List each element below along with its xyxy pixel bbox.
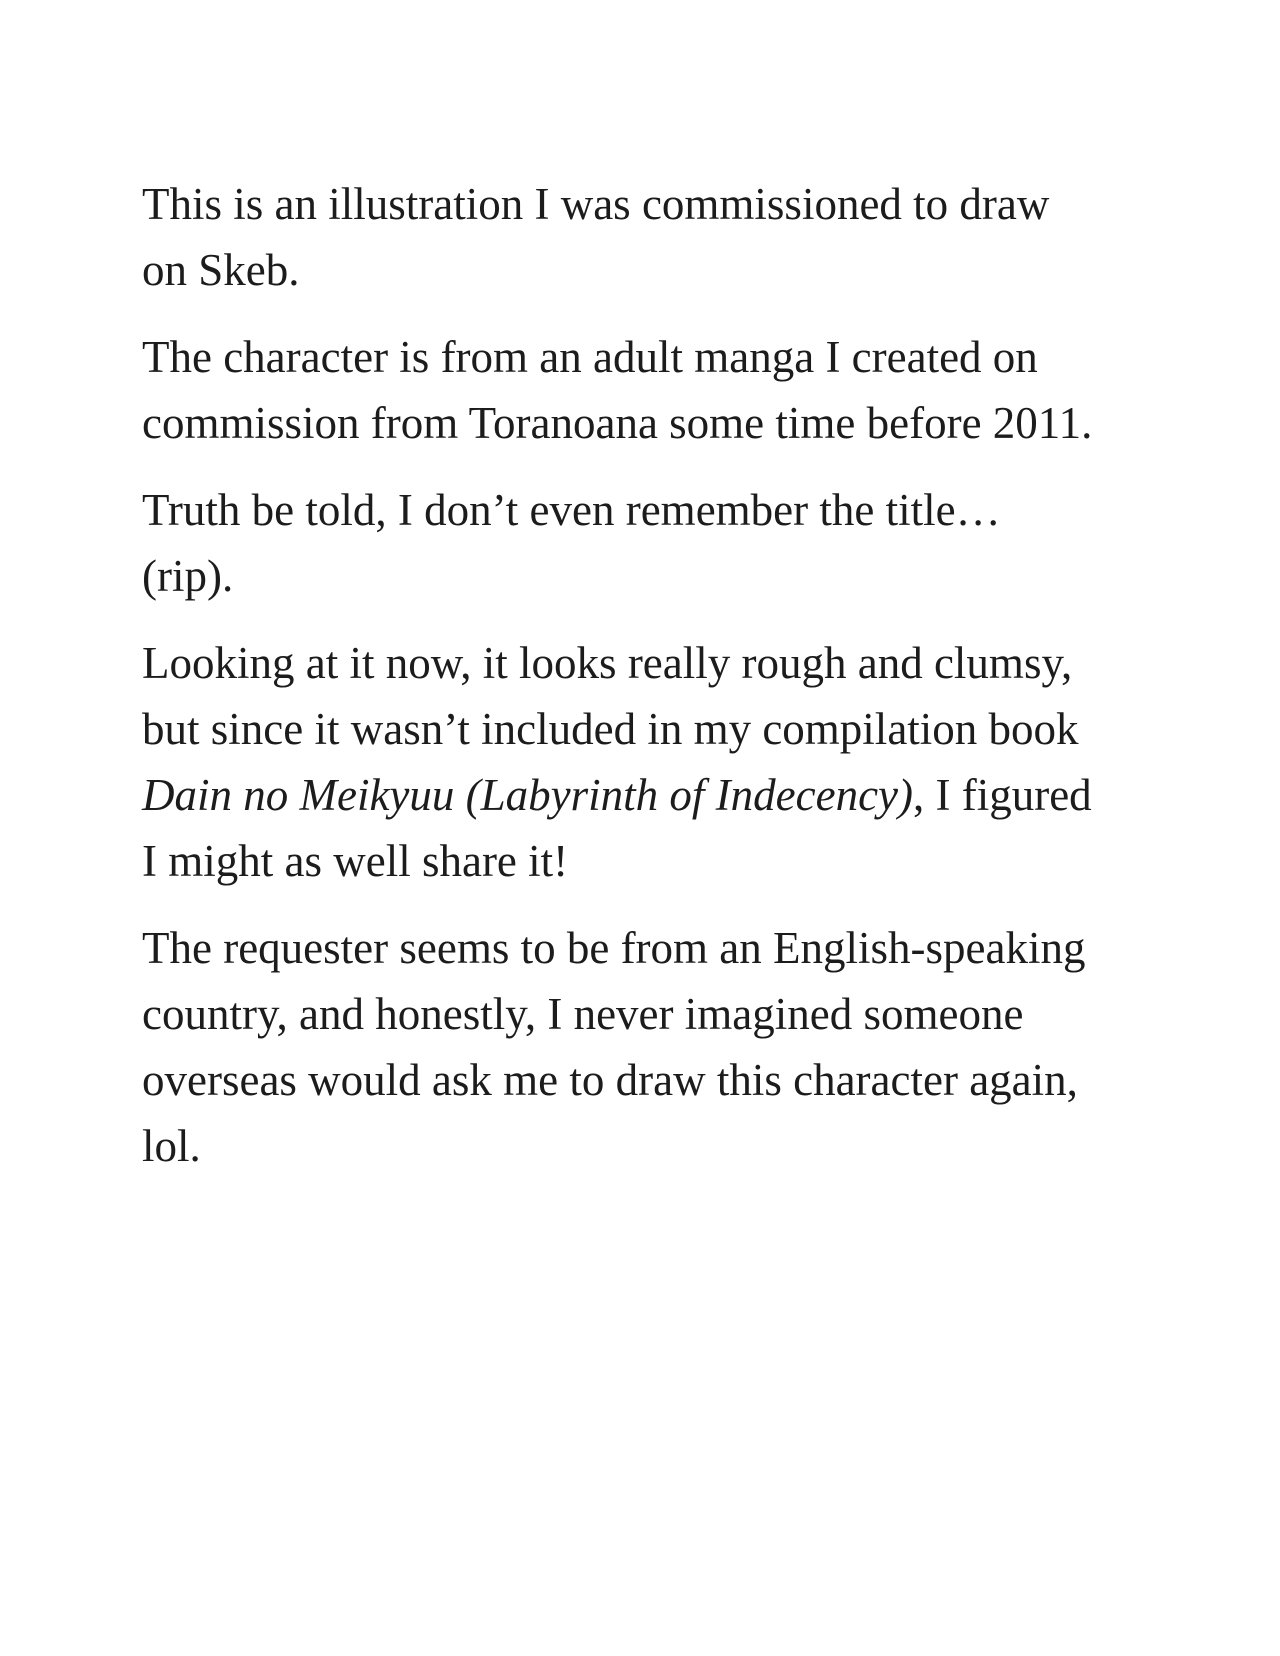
paragraph-skeb-intro: This is an illustration I was commissioned to draw on Skeb.	[142, 179, 1050, 295]
paragraph-compilation-book	[142, 630, 1102, 894]
paragraph-title-forgotten: Truth be told, I don’t even remember the title… (rip).	[142, 485, 1001, 601]
paragraph-text-before-title: Looking at it now, it looks really rough and clumsy, but since it wasn’t included in my compilation book	[142, 638, 1079, 754]
paragraph-text-after-title: , I figured I might as well share it!	[142, 770, 1092, 886]
book-title: Dain no Meikyuu (Labyrinth of Indecency)	[142, 770, 913, 820]
paragraph-character-origin: The character is from an adult manga I created on commission from Toranoana some time before 2011.	[142, 332, 1093, 448]
paragraph-requester-overseas: The requester seems to be from an English-speaking country, and honestly, I never imagined someone overseas would ask me to draw this character again, lol.	[142, 923, 1086, 1171]
